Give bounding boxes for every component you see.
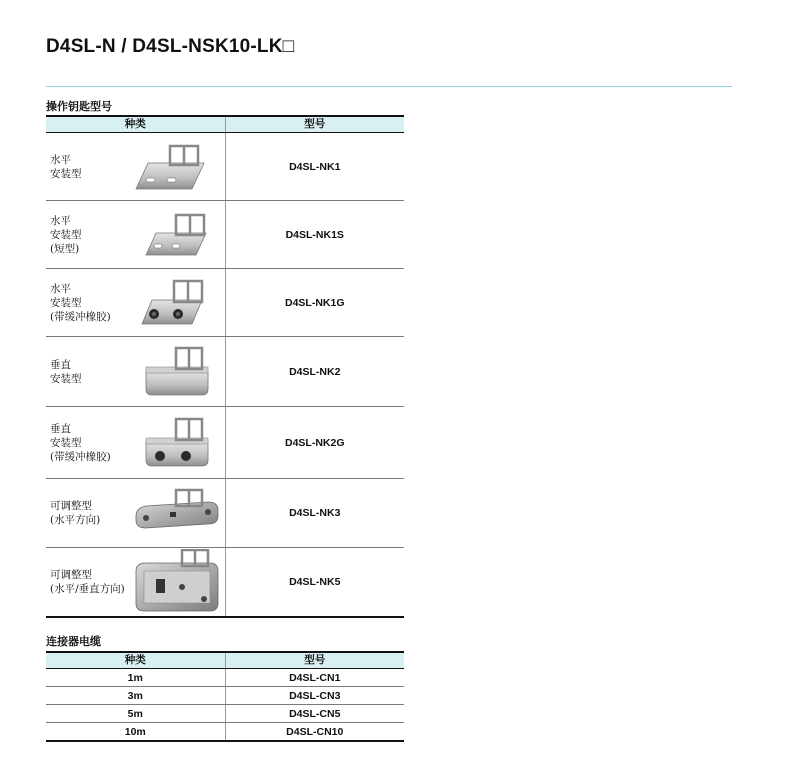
model-cell: D4SL-NK1G (225, 269, 404, 337)
table-row (46, 133, 404, 201)
connector-cable-table (46, 651, 404, 742)
table-row (46, 479, 404, 548)
key-type-label: 水平 安装型 (短型) (50, 214, 82, 255)
model-cell: D4SL-NK3 (225, 479, 404, 548)
vertical-key-icon (138, 345, 218, 399)
model-cell: D4SL-CN10 (225, 723, 404, 742)
table-row (46, 669, 404, 687)
column-header-type: 种类 (46, 116, 225, 133)
cable-length-cell: 10m (46, 723, 225, 742)
cable-length-cell: 1m (46, 669, 225, 687)
cables-section-heading: 连接器电缆 (46, 635, 101, 648)
key-type-label: 可调整型 (水平/垂直方向) (50, 568, 125, 595)
table-row (46, 337, 404, 407)
model-cell: D4SL-NK2 (225, 337, 404, 407)
table-row (46, 687, 404, 705)
model-cell: D4SL-NK2G (225, 407, 404, 479)
table-row (46, 201, 404, 269)
key-type-label: 水平 安装型 (50, 153, 82, 180)
key-type-label: 水平 安装型 (带缓冲橡胶) (50, 282, 111, 323)
model-cell: D4SL-NK1 (225, 133, 404, 201)
title-divider (46, 86, 732, 87)
model-cell: D4SL-NK1S (225, 201, 404, 269)
keys-section-heading: 操作钥匙型号 (46, 100, 112, 113)
table-row (46, 548, 404, 617)
column-header-model: 型号 (225, 116, 404, 133)
horizontal-rubber-key-icon (138, 278, 218, 328)
adjustable-hv-key-icon (130, 549, 222, 615)
column-header-model: 型号 (225, 652, 404, 669)
page-title: D4SL-N / D4SL-NSK10-LK□ (46, 36, 295, 57)
table-row (46, 407, 404, 479)
column-header-type: 种类 (46, 652, 225, 669)
table-row (46, 705, 404, 723)
model-cell: D4SL-CN5 (225, 705, 404, 723)
operation-key-table (46, 115, 404, 618)
key-type-label: 可调整型 (水平方向) (50, 500, 101, 526)
model-cell: D4SL-NK5 (225, 548, 404, 617)
adjustable-horizontal-key-icon (130, 488, 222, 538)
model-cell: D4SL-CN1 (225, 669, 404, 687)
cable-length-cell: 3m (46, 687, 225, 705)
key-type-label: 垂直 安装型 (带缓冲橡胶) (50, 422, 111, 463)
table-row (46, 723, 404, 742)
horizontal-short-key-icon (142, 211, 222, 259)
horizontal-key-icon (134, 143, 218, 191)
table-row (46, 269, 404, 337)
key-type-label: 垂直 安装型 (50, 358, 82, 385)
cable-length-cell: 5m (46, 705, 225, 723)
vertical-rubber-key-icon (138, 416, 218, 470)
model-cell: D4SL-CN3 (225, 687, 404, 705)
